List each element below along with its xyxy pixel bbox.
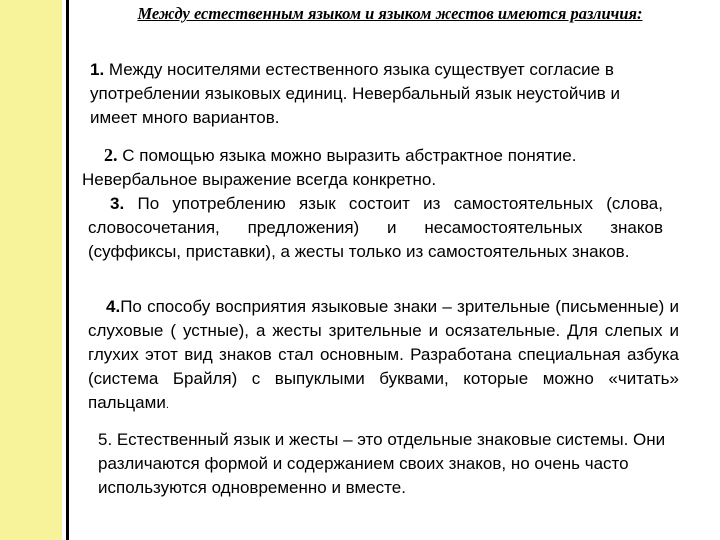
sidebar-divider — [66, 0, 69, 540]
sidebar-accent — [0, 0, 62, 540]
item-2-number: 2. — [104, 145, 118, 165]
item-2 — [82, 143, 690, 192]
item-1-number: 1. — [90, 60, 105, 79]
item-3-number: 3. — [110, 194, 125, 213]
item-5-text: Естественный язык и жесты – это отдельные знаковые системы. Они различаются формой и содержанием своих знаков, но очень часто используются одновременно и вместе. — [98, 430, 666, 497]
item-3-text: По употреблению язык состоит из самостоятельных (слова, словосочетания, предложения) и несамостоятельных знаков (суффиксы, приставки), а жесты только из самостоятельных знаков. — [88, 194, 663, 261]
slide-title: Между естественным языком и языком жестов имеются различия: — [137, 4, 643, 23]
item-4-end: . — [165, 399, 169, 411]
item-3 — [88, 192, 663, 264]
item-1 — [90, 58, 670, 130]
item-4 — [88, 295, 679, 417]
item-2-text: С помощью языка можно выразить абстрактное понятие. Невербальное выражение всегда конкретно. — [82, 146, 577, 189]
item-5-number: 5. — [98, 430, 113, 449]
item-4-text: По способу восприятия языковые знаки – зрительные (письменные) и слуховые ( устные), а жесты зрительные и осязательные. Для слепых и глухих этот вид знаков стал основным. Разработана специальная азбука (система Брайля) с выпуклыми буквами, которые можно «читать» пальцами — [88, 297, 679, 412]
item-5 — [98, 428, 690, 500]
item-4-number: 4. — [106, 297, 121, 316]
item-1-text: Между носителями естественного языка существует согласие в употреблении языковых единиц. Невербальный язык неустойчив и имеет много вариантов. — [90, 60, 620, 127]
